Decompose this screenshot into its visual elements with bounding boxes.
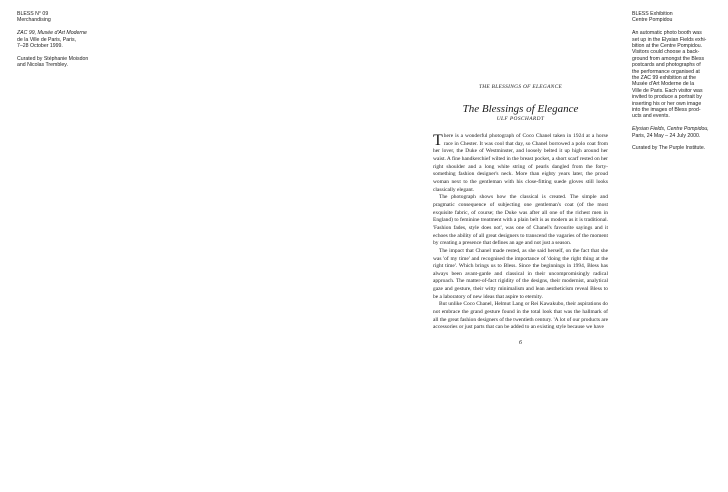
issue-line: BLESS N° 09 [17, 11, 49, 17]
sidebar-line: invited to produce a portrait by [632, 94, 702, 101]
sidebar-line: Musée d'Art Moderne de la [632, 81, 695, 88]
curator-line-2: and Nicolas Trembley. [17, 62, 68, 69]
drop-cap: T [433, 132, 443, 149]
issue-subtitle: Merchandising [17, 17, 51, 24]
right-sidebar [632, 11, 714, 158]
article-author: ULF POSCHARDT [496, 116, 545, 122]
page-number: 6 [519, 340, 522, 347]
sidebar-line: Curated by The Purple Institute. [632, 145, 706, 152]
article [433, 84, 608, 346]
publication-info [17, 11, 137, 24]
paragraph [433, 133, 608, 194]
curator-line-1: Curated by Stéphanie Moisdon [17, 55, 89, 62]
paragraph: But unlike Coco Chanel, Helmut Lang or Rei Kawakubo, their aspirations do not embrace the grand gesture found in the total look that was the hallmark of all the great fashion designers of the twentieth century. 'A lot of our products are accessories or just parts that can be added to an existing style because we have [433, 301, 608, 331]
sidebar-line: the performance organised at [632, 68, 700, 75]
sidebar-line: into the images of Bless prod- [632, 107, 701, 114]
left-sidebar [17, 11, 137, 75]
sidebar-line: bition at the Centre Pompidou. [632, 43, 703, 50]
sidebar-line: BLESS Exhibition [632, 11, 673, 17]
paragraph: The photograph shows how the classical is created. The simple and pragmatic consequence of subjecting one gentleman's coat (of the most exquisite fabric, of course; the Duke was after all one of the richest men in England) to feminine treatment with a plain belt is as modern as it is traditional. 'Fashion fades, style does not', was one of Chanel's favourite sayings and it echoes the ability of all great designers to transcend the vagaries of the moment by creating a presence that defines an age and not just a season. [433, 194, 608, 247]
article-body [433, 133, 608, 332]
sidebar-line: set up in the Elysian Fields exhi- [632, 36, 707, 43]
pompidou-header [632, 11, 714, 24]
sidebar-line: Paris, 24 May – 24 July 2000. [632, 132, 701, 139]
sidebar-line: the ZAC 99 exhibition at the [632, 75, 697, 82]
paragraph-text: here is a wonderful photograph of Coco Chanel taken in 1924 at a horse race in Chester. It was cool that day, so Chanel borrowed a polo coat from her lover, the Duke of Westminster, and loosely belted it up high around her waist. A fine handkerchief wilted in the breast pocket, a short scarf rested on her right shoulder and a long white string of pearls dangled from the forty-something fashion designer's neck. More than eighty years later, the proud woman next to the gentleman with his close-fitting suede gloves still looks classically elegant. [433, 133, 608, 193]
running-head: THE BLESSINGS OF ELEGANCE [478, 84, 563, 90]
sidebar-line: ground from amongst the Bless [632, 55, 705, 62]
curator-info [17, 56, 137, 69]
exhibition-info [17, 30, 137, 49]
exhibition-city: de la Ville de Paris, Paris, [17, 36, 77, 43]
sidebar-line: Visitors could choose a back- [632, 49, 700, 56]
sidebar-line: Elysian Fields, Centre Pompidou, [632, 126, 709, 133]
sidebar-line: postcards and photographs of [632, 62, 701, 69]
exhibition-dates: 7–28 October 1999. [17, 43, 63, 50]
sidebar-line: Centre Pompidou [632, 17, 673, 24]
sidebar-line: An automatic photo booth was [632, 30, 702, 37]
curator-credit [632, 145, 714, 151]
article-title: The Blessings of Elegance [462, 103, 579, 115]
pompidou-description [632, 30, 714, 120]
elysian-fields-info [632, 126, 714, 139]
exhibition-name: ZAC 99, Musée d'Art Moderne [17, 30, 87, 37]
sidebar-line: ucts and events. [632, 113, 670, 120]
sidebar-line: inserting his or her own image [632, 100, 702, 107]
sidebar-line: Ville de Paris. Each visitor was [632, 87, 703, 94]
paragraph: The impact that Chanel made rested, as she said herself, on the fact that she was 'of my time' and recognised the importance of 'doing the right thing at the right time'. Which brings us to Bless. Since the beginnings in 1994, Bless has always been avant-garde and classical in their uncompromisingly radical approach. The matter-of-fact rigidity of the designs, their modernist, analytical gaze and gesture, their witty minimalism and lean aestheticism reveal Bless to be a laboratory of new ideas that aspire to eternity. [433, 247, 608, 300]
